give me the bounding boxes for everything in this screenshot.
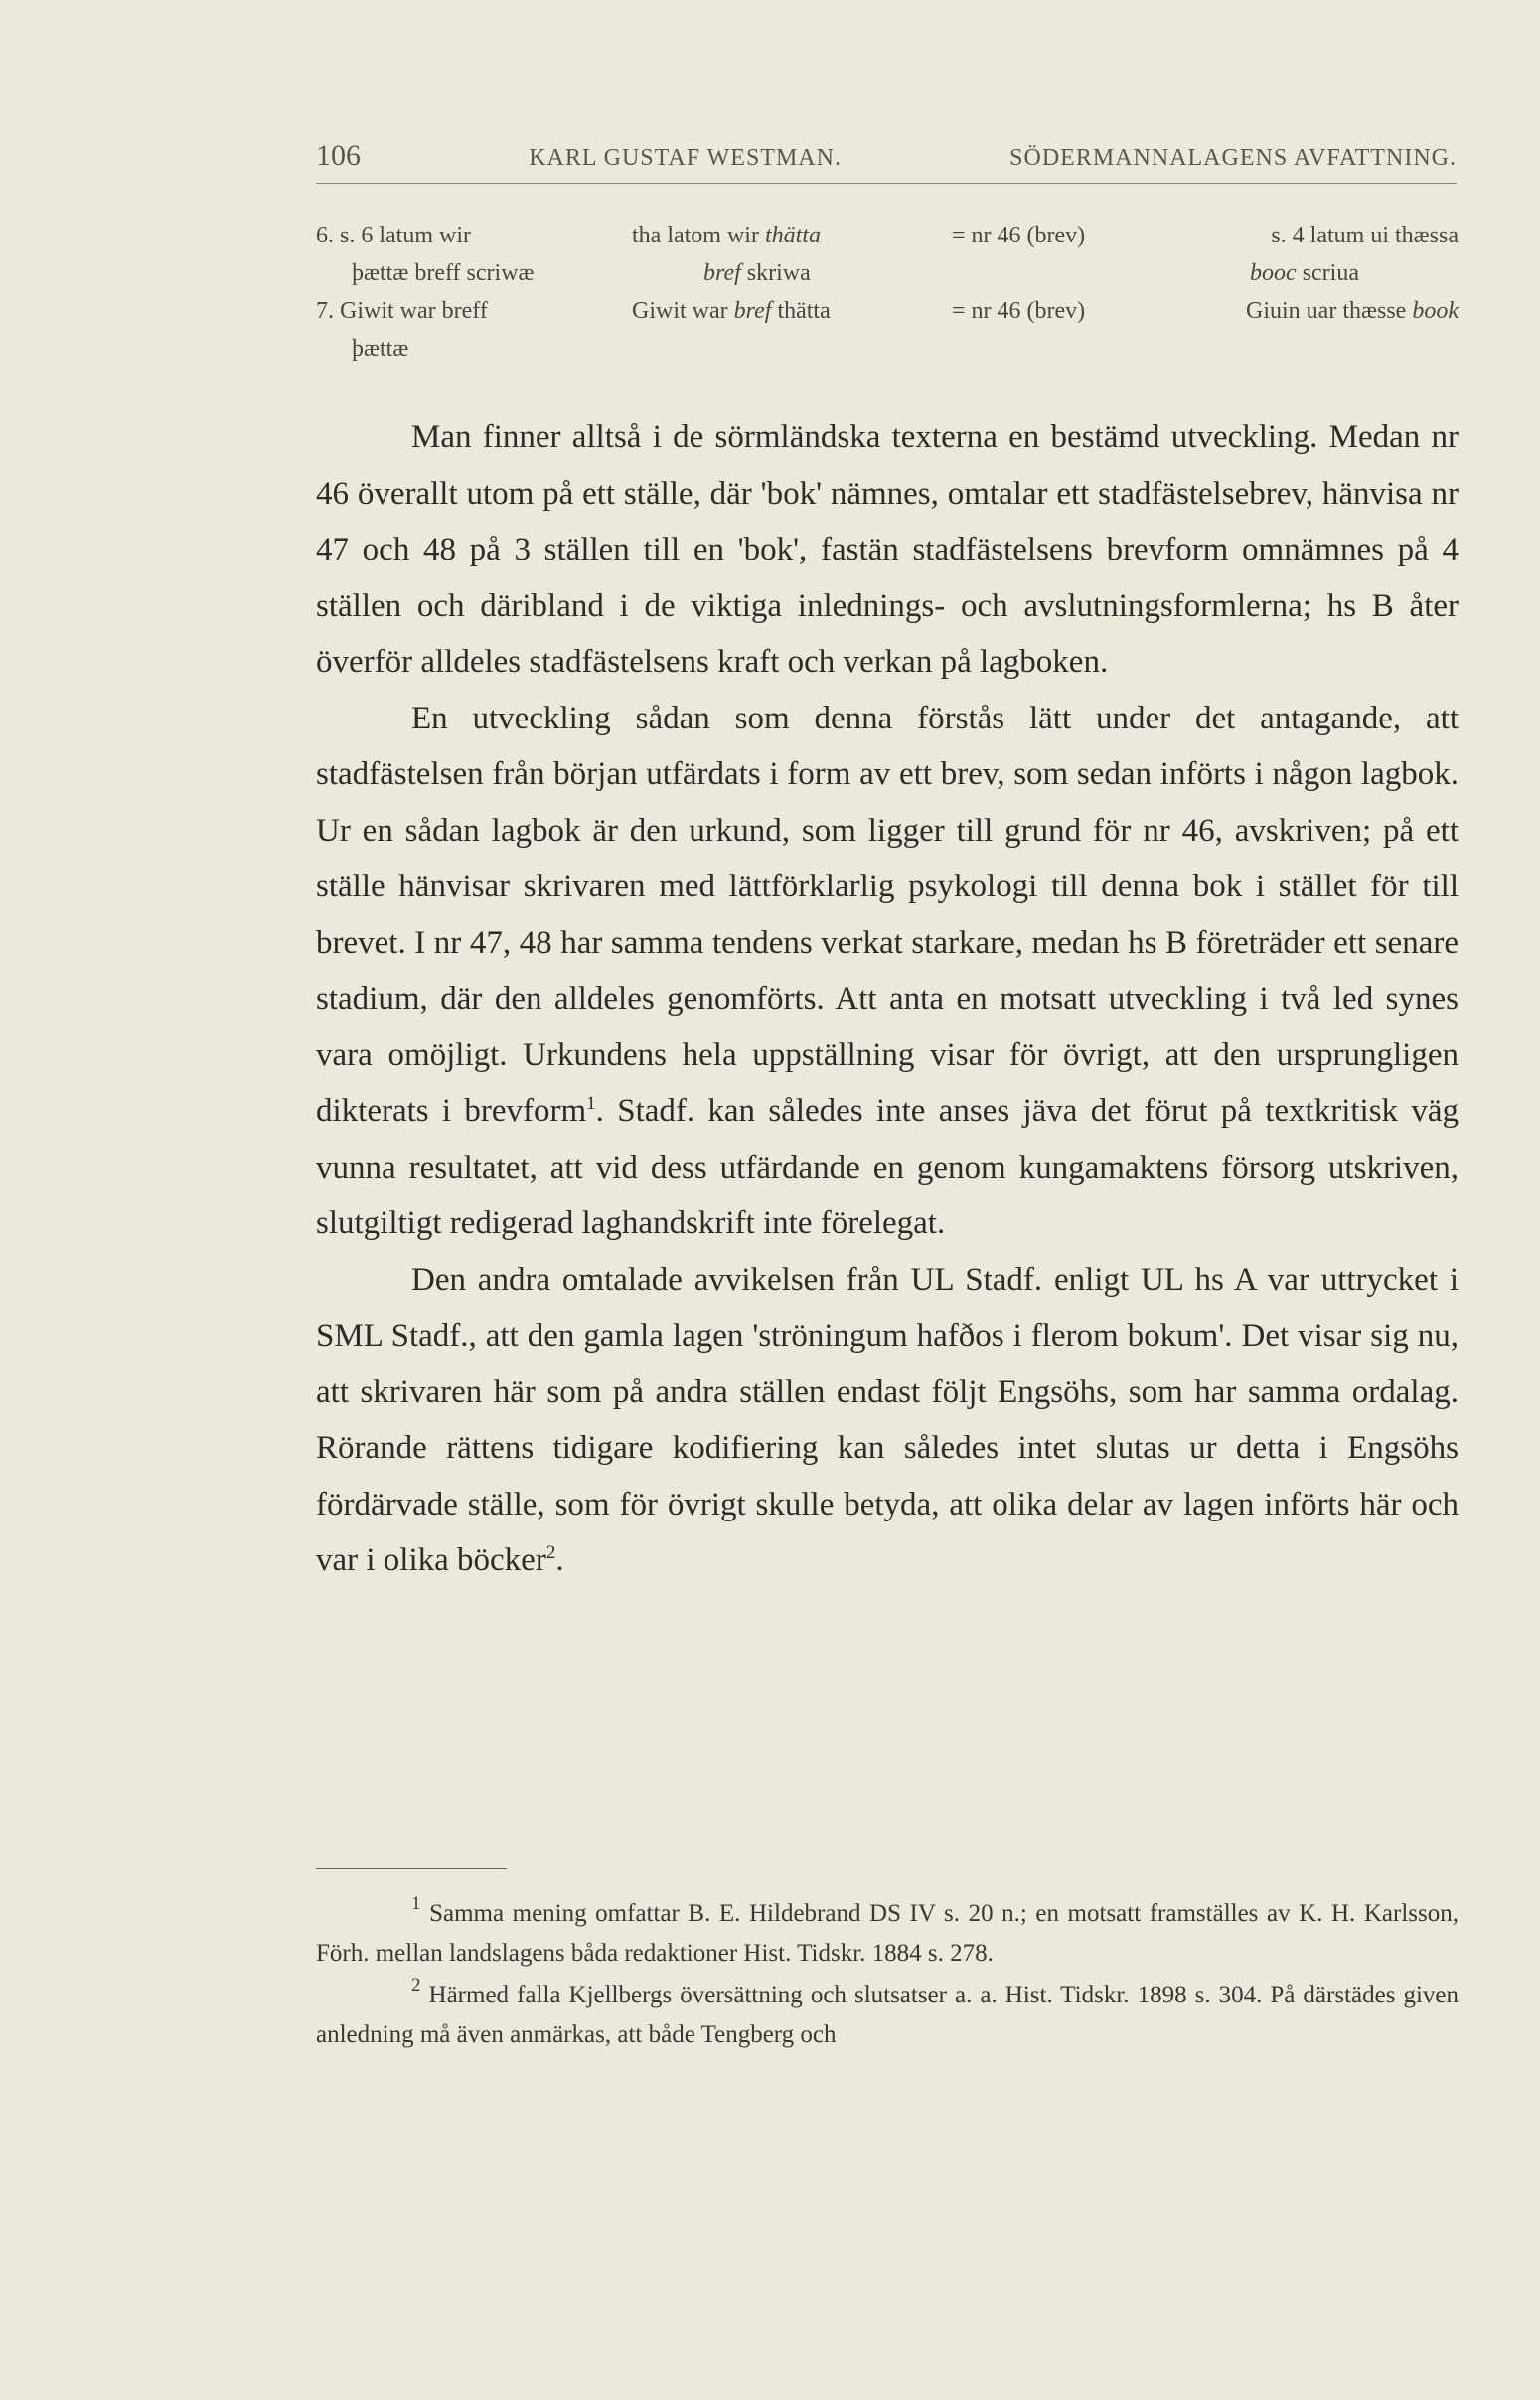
footnote-rule <box>316 1868 507 1869</box>
variant-cell: þættæ breff scriwæ <box>352 260 535 286</box>
footnote-ref: 2 <box>545 1542 556 1563</box>
variant-cell: tha latom wir thätta <box>632 223 821 248</box>
running-header <box>316 139 1457 173</box>
header-rule <box>316 183 1457 184</box>
header-title: SÖDERMANNALAGENS AVFATTNING. <box>1009 145 1457 171</box>
variant-row <box>316 298 1459 336</box>
variant-table <box>316 223 1459 374</box>
variant-row <box>316 260 1459 298</box>
footnote: $^2$ Härmed falla Kjellbergs översättning och slutsatser a. a. Hist. Tidskr. 1898 s. 304. På därstädes given anledning må även anmärkas, att både Tengberg och <box>316 1975 1459 2048</box>
paragraph: En utveckling sådan som denna förstås lätt under det antagande, att stadfästelsen från början utfärdats i form av ett brev, som sedan införts i någon lagbok. Ur en sådan lagbok är den urkund, som ligger till grund för nr 46, avskriven; på ett ställe hänvisar skrivaren med lättförklarlig psykologi till denna bok i stället för till brevet. I nr 47, 48 har samma tendens verkat starkare, medan hs B företräder ett senare stadium, där den alldeles genomförts. Att anta en motsatt utveckling i två led synes vara omöjligt. Urkundens hela uppställning visar för övrigt, att den ursprungligen dikterats i brevform$^1$. Stadf. kan således inte anses jäva det förut på textkritisk väg vunna resultatet, att vid dess utfärdande en genom kungamaktens försorg utskriven, slutgiltigt redigerad laghandskrift inte förelegat. <box>316 700 1459 1241</box>
body-text <box>316 409 1459 1589</box>
footnote: $^1$ Samma mening omfattar B. E. Hildebrand DS IV s. 20 n.; en motsatt framställes av K. H. Karlsson, Förh. mellan landslagens båda redaktioner Hist. Tidskr. 1884 s. 278. <box>316 1893 1459 1967</box>
variant-row <box>316 336 1459 374</box>
variant-cell: booc scriua <box>1250 260 1359 286</box>
footnotes <box>316 1894 1459 2057</box>
header-author: KARL GUSTAF WESTMAN. <box>529 145 842 171</box>
variant-cell: 7. Giwit war breff <box>316 298 488 324</box>
page-number: 106 <box>316 139 361 172</box>
variant-cell: bref skriwa <box>703 260 811 286</box>
footnote-ref: 1 <box>586 1093 596 1114</box>
variant-cell: = nr 46 (brev) <box>952 298 1086 324</box>
variant-cell: = nr 46 (brev) <box>952 223 1086 248</box>
variant-cell: þættæ <box>352 336 409 362</box>
variant-cell: s. 4 latum ui thæssa <box>1271 223 1459 248</box>
footnote-mark: 1 <box>411 1893 421 1914</box>
paragraph: Man finner alltså i de sörmländska texterna en bestämd utveckling. Medan nr 46 överallt utom på ett ställe, där 'bok' nämnes, omtalar ett stadfästelsebrev, hänvisa nr 47 och 48 på 3 ställen till en 'bok', fastän stadfästelsens brevform omnämnes på 4 ställen och däribland i de viktiga inlednings- och avslutningsformlerna; hs B åter överför alldeles stadfästelsens kraft och verkan på lagboken. <box>316 419 1459 680</box>
variant-row <box>316 223 1459 260</box>
variant-cell: 6. s. 6 latum wir <box>316 223 471 248</box>
variant-cell: Giwit war bref thätta <box>632 298 831 324</box>
footnote-mark: 2 <box>411 1975 421 1996</box>
variant-cell: Giuin uar thæsse book <box>1246 298 1459 324</box>
paragraph: Den andra omtalade avvikelsen från UL Stadf. enligt UL hs A var uttrycket i SML Stadf., att den gamla lagen 'ströningum hafðos i flerom bokum'. Det visar sig nu, att skrivaren här som på andra ställen endast följt Engsöhs, som har samma ordalag. Rörande rättens tidigare kodifiering kan således intet slutas ur detta i Engsöhs fördärvade ställe, som för övrigt skulle betyda, att olika delar av lagen införts här och var i olika böcker$^2$. <box>316 1261 1459 1578</box>
